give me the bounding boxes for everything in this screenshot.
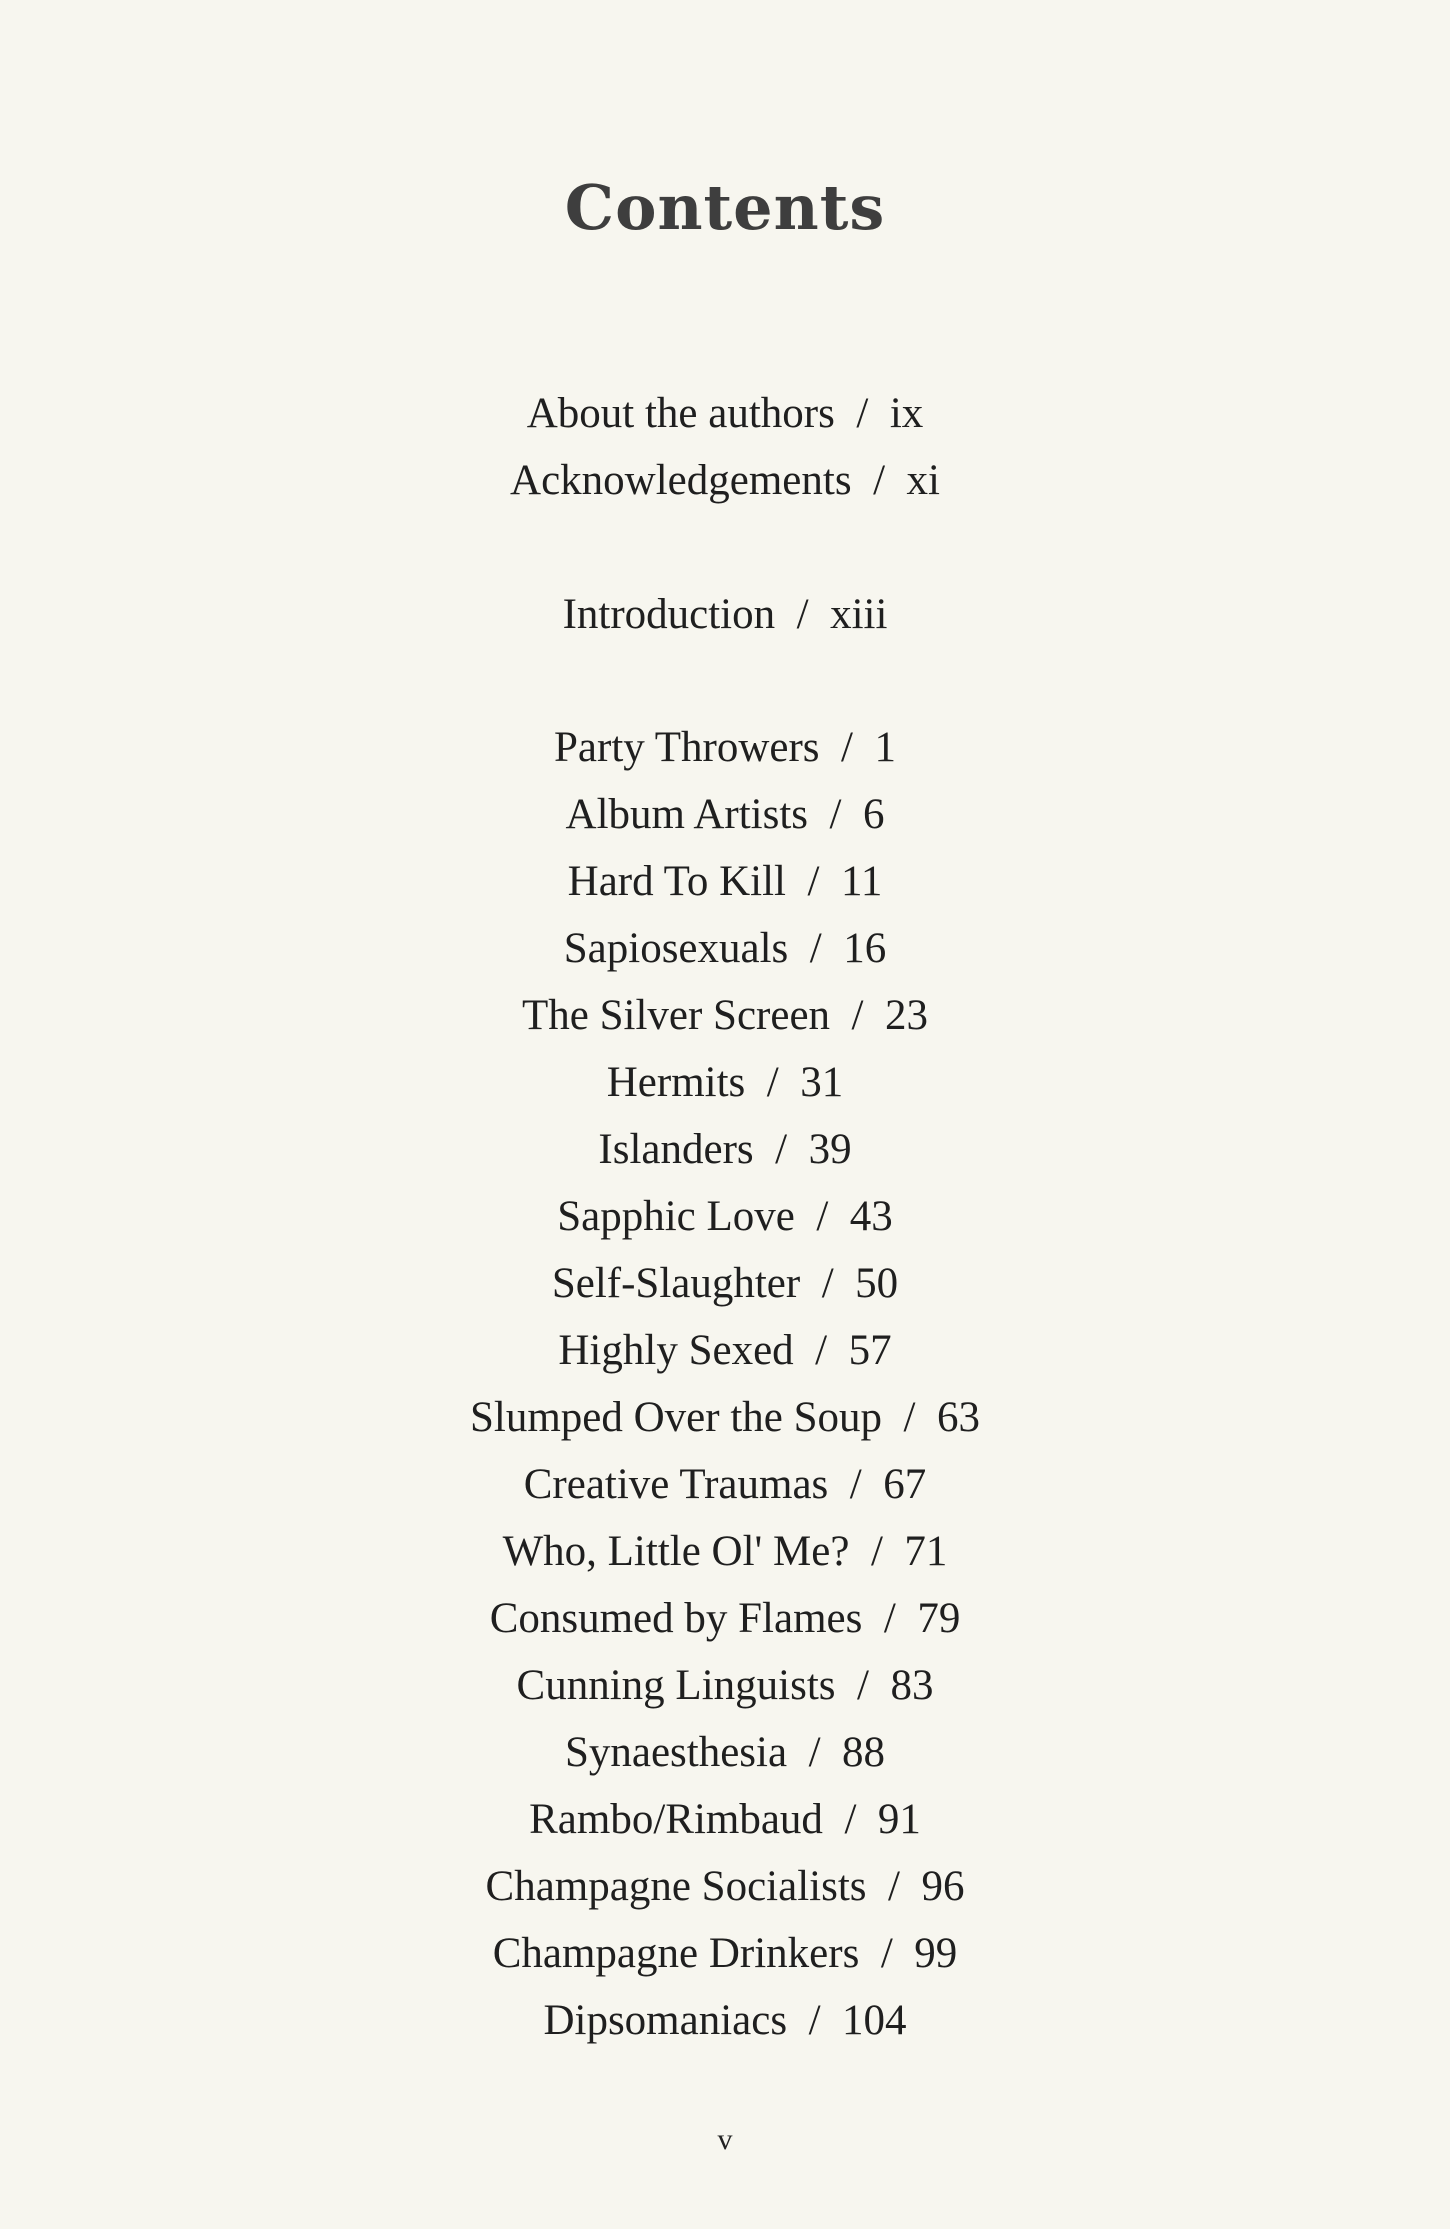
toc-entry [0,1585,1450,1652]
toc-separator: / [873,457,886,504]
toc-entry-title: Rambo/Rimbaud [529,1796,823,1843]
toc-entry-page: 57 [848,1327,892,1374]
toc-entry-page: 104 [842,1997,907,2044]
toc-separator: / [821,1260,834,1307]
toc-chapters [0,714,1450,2054]
toc-entry-page: 83 [890,1662,934,1709]
toc-entry-title: Self-Slaughter [551,1260,801,1307]
toc-entry-page: 63 [937,1394,980,1441]
toc-entry-page: 11 [840,858,883,905]
toc-entry-title: Champagne Drinkers [492,1930,860,1977]
page-title: Contents [564,171,886,244]
toc-entry-page: 31 [800,1059,844,1106]
toc-entry-page: 16 [843,925,887,972]
toc-entry [0,781,1450,848]
toc-separator: / [815,1327,828,1374]
toc-entry [0,714,1450,781]
toc-entry-page: 88 [842,1729,886,1776]
toc-separator: / [809,925,822,972]
toc-entry-page: 99 [914,1930,958,1977]
toc-separator: / [808,1997,821,2044]
toc-entry-title: Islanders [598,1126,754,1173]
toc-entry-title: Dipsomaniacs [543,1997,788,2044]
toc-entry [0,1250,1450,1317]
toc-entry-page: xiii [830,591,888,638]
toc-separator: / [856,390,869,437]
toc-entry-title: Creative Traumas [523,1461,829,1508]
toc-entry-page: 79 [917,1595,961,1642]
toc-entry-title: Cunning Linguists [516,1662,836,1709]
toc-entry-page: 43 [849,1193,893,1240]
toc-entry [0,1451,1450,1518]
toc-separator: / [796,591,809,638]
toc-separator: / [870,1528,883,1575]
toc-separator: / [844,1796,857,1843]
toc-separator: / [775,1126,788,1173]
toc-entry-title: About the authors [526,390,835,437]
toc-entry [0,1518,1450,1585]
toc-entry [0,915,1450,982]
toc-entry [0,1719,1450,1786]
toc-entry-title: The Silver Screen [521,992,831,1039]
toc-entry [0,1049,1450,1116]
toc-separator: / [829,791,842,838]
toc-entry [0,1853,1450,1920]
toc-entry [0,1987,1450,2054]
toc-entry-title: Hard To Kill [567,858,786,905]
toc-front-matter [0,380,1450,514]
toc-entry-page: xi [906,457,940,504]
toc-entry-page: 96 [921,1863,965,1910]
toc-entry-title: Sapphic Love [557,1193,795,1240]
page-number: v [717,2123,733,2156]
toc-entry [0,848,1450,915]
toc-entry-page: 50 [855,1260,899,1307]
toc-entry-title: Acknowledgements [510,457,852,504]
toc-entry-page: 1 [874,724,896,771]
toc-entry [0,1183,1450,1250]
toc-introduction [0,581,1450,648]
toc-separator: / [807,858,820,905]
toc-separator: / [903,1394,916,1441]
toc-separator: / [888,1863,900,1910]
toc-entry [0,380,1450,447]
toc-entry-title: Hermits [606,1059,746,1106]
toc-entry-page: 67 [883,1461,927,1508]
toc-entry-title: Synaesthesia [564,1729,788,1776]
toc-entry [0,1384,1450,1451]
toc-entry-page: 71 [904,1528,948,1575]
toc-separator: / [883,1595,896,1642]
toc-separator: / [841,724,853,771]
toc-entry [0,1317,1450,1384]
toc-entry-page: ix [889,390,924,437]
toc-separator: / [880,1930,893,1977]
toc-entry-title: Party Throwers [554,724,820,771]
toc-entry [0,982,1450,1049]
toc-entry-page: 39 [808,1126,852,1173]
toc-entry-page: 6 [862,791,885,838]
toc-separator: / [808,1729,821,1776]
toc-entry-title: Highly Sexed [558,1327,794,1374]
toc-entry-title: Slumped Over the Soup [469,1394,883,1441]
toc-entry [0,1786,1450,1853]
toc-entry-title: Sapiosexuals [563,925,789,972]
toc-separator: / [816,1193,829,1240]
toc-entry [0,1116,1450,1183]
toc-entry-title: Champagne Socialists [485,1863,867,1910]
toc-separator: / [766,1059,779,1106]
toc-entry [0,447,1450,514]
toc-entry-page: 91 [877,1796,921,1843]
toc-entry-title: Album Artists [565,791,809,838]
toc-entry [0,581,1450,648]
toc-entry [0,1652,1450,1719]
toc-entry-title: Who, Little Ol' Me? [502,1528,850,1575]
toc-separator: / [857,1662,869,1709]
toc-entry [0,1920,1450,1987]
toc-entry-title: Introduction [562,591,776,638]
toc-separator: / [849,1461,862,1508]
toc-separator: / [851,992,864,1039]
toc-entry-page: 23 [885,992,928,1039]
toc-entry-title: Consumed by Flames [489,1595,863,1642]
